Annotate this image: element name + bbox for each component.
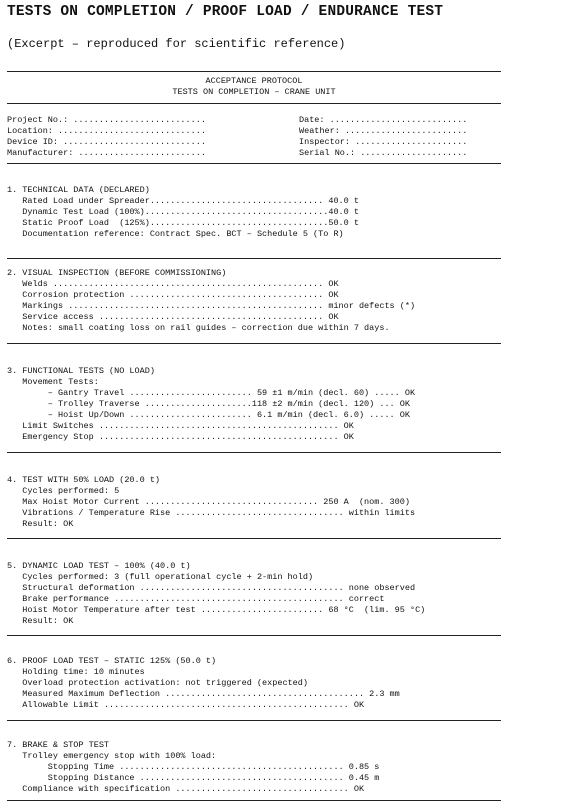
- divider: [7, 800, 501, 801]
- field-manufacturer: Manufacturer: .........................: [7, 148, 206, 158]
- divider: [7, 452, 501, 453]
- protocol-subtitle: TESTS ON COMPLETION – CRANE UNIT: [172, 87, 336, 97]
- field-inspector: Inspector: ......................: [299, 137, 468, 147]
- section-line: Notes: small coating loss on rail guides – correction due within 7 days.: [7, 323, 390, 333]
- protocol-title: ACCEPTANCE PROTOCOL: [205, 76, 303, 86]
- divider: [7, 635, 501, 636]
- section-line: Dynamic Test Load (100%)....................................40.0 t: [7, 207, 359, 217]
- divider: [7, 258, 501, 259]
- section-line: Holding time: 10 minutes: [7, 667, 145, 677]
- section-line: Result: OK: [7, 616, 74, 626]
- section-heading: 6. PROOF LOAD TEST – STATIC 125% (50.0 t): [7, 656, 217, 666]
- section-line: Allowable Limit ................................................ OK: [7, 700, 365, 710]
- section-line: Max Hoist Motor Current .................................. 250 A (nom. 300): [7, 497, 410, 507]
- section-heading: 5. DYNAMIC LOAD TEST – 100% (40.0 t): [7, 561, 191, 571]
- field-serial-no: Serial No.: .....................: [299, 148, 468, 158]
- section-line: Measured Maximum Deflection ....................................... 2.3 mm: [7, 689, 400, 699]
- section-line: Brake performance ............................................. correct: [7, 594, 385, 604]
- section-heading: 4. TEST WITH 50% LOAD (20.0 t): [7, 475, 161, 485]
- section-line: Hoist Motor Temperature after test ........................ 68 °C (lim. 95 °C): [7, 605, 426, 615]
- section-line: Rated Load under Spreader.................................. 40.0 t: [7, 196, 359, 206]
- divider: [7, 538, 501, 539]
- section-line: Limit Switches ............................................... OK: [7, 421, 354, 431]
- section-line: Result: OK: [7, 519, 74, 529]
- section-heading: 1. TECHNICAL DATA (DECLARED): [7, 185, 150, 195]
- section-line: Cycles performed: 5: [7, 486, 120, 496]
- section-line: Cycles performed: 3 (full operational cycle + 2-min hold): [7, 572, 314, 582]
- section-line: – Hoist Up/Down ........................ 6.1 m/min (decl. 6.0) ..... OK: [7, 410, 410, 420]
- divider: [7, 71, 501, 72]
- field-weather: Weather: ........................: [299, 126, 468, 136]
- section-heading: 3. FUNCTIONAL TESTS (NO LOAD): [7, 366, 155, 376]
- section-line: Welds ..................................................... OK: [7, 279, 339, 289]
- section-line: Overload protection activation: not triggered (expected): [7, 678, 308, 688]
- section-line: Vibrations / Temperature Rise ................................. within limits: [7, 508, 416, 518]
- section-line: Stopping Time ............................................ 0.85 s: [7, 762, 380, 772]
- divider: [7, 103, 501, 104]
- section-line: Movement Tests:: [7, 377, 99, 387]
- section-line: Trolley emergency stop with 100% load:: [7, 751, 217, 761]
- section-line: – Gantry Travel ........................ 59 ±1 m/min (decl. 60) ..... OK: [7, 388, 416, 398]
- divider: [7, 163, 501, 164]
- divider: [7, 720, 501, 721]
- section-line: Structural deformation ........................................ none observed: [7, 583, 416, 593]
- document-title: TESTS ON COMPLETION / PROOF LOAD / ENDURANCE TEST: [7, 4, 444, 20]
- section-line: Compliance with specification .................................. OK: [7, 784, 365, 794]
- section-heading: 7. BRAKE & STOP TEST: [7, 740, 110, 750]
- field-date: Date: ...........................: [299, 115, 468, 125]
- field-project-no: Project No.: ..........................: [7, 115, 206, 125]
- section-line: – Trolley Traverse .....................118 ±2 m/min (decl. 120) ... OK: [7, 399, 410, 409]
- section-line: Emergency Stop ............................................... OK: [7, 432, 354, 442]
- divider: [7, 343, 501, 344]
- section-line: Documentation reference: Contract Spec. BCT – Schedule 5 (To R): [7, 229, 344, 239]
- section-line: Static Proof Load (125%)...................................50.0 t: [7, 218, 359, 228]
- section-line: Corrosion protection ...................................... OK: [7, 290, 339, 300]
- field-location: Location: .............................: [7, 126, 206, 136]
- section-line: Markings .................................................. minor defects (*): [7, 301, 416, 311]
- section-heading: 2. VISUAL INSPECTION (BEFORE COMMISSIONING): [7, 268, 227, 278]
- document-subtitle: (Excerpt – reproduced for scientific reference): [7, 37, 346, 51]
- section-line: Stopping Distance ........................................ 0.45 m: [7, 773, 380, 783]
- field-device-id: Device ID: ............................: [7, 137, 206, 147]
- section-line: Service access ............................................ OK: [7, 312, 339, 322]
